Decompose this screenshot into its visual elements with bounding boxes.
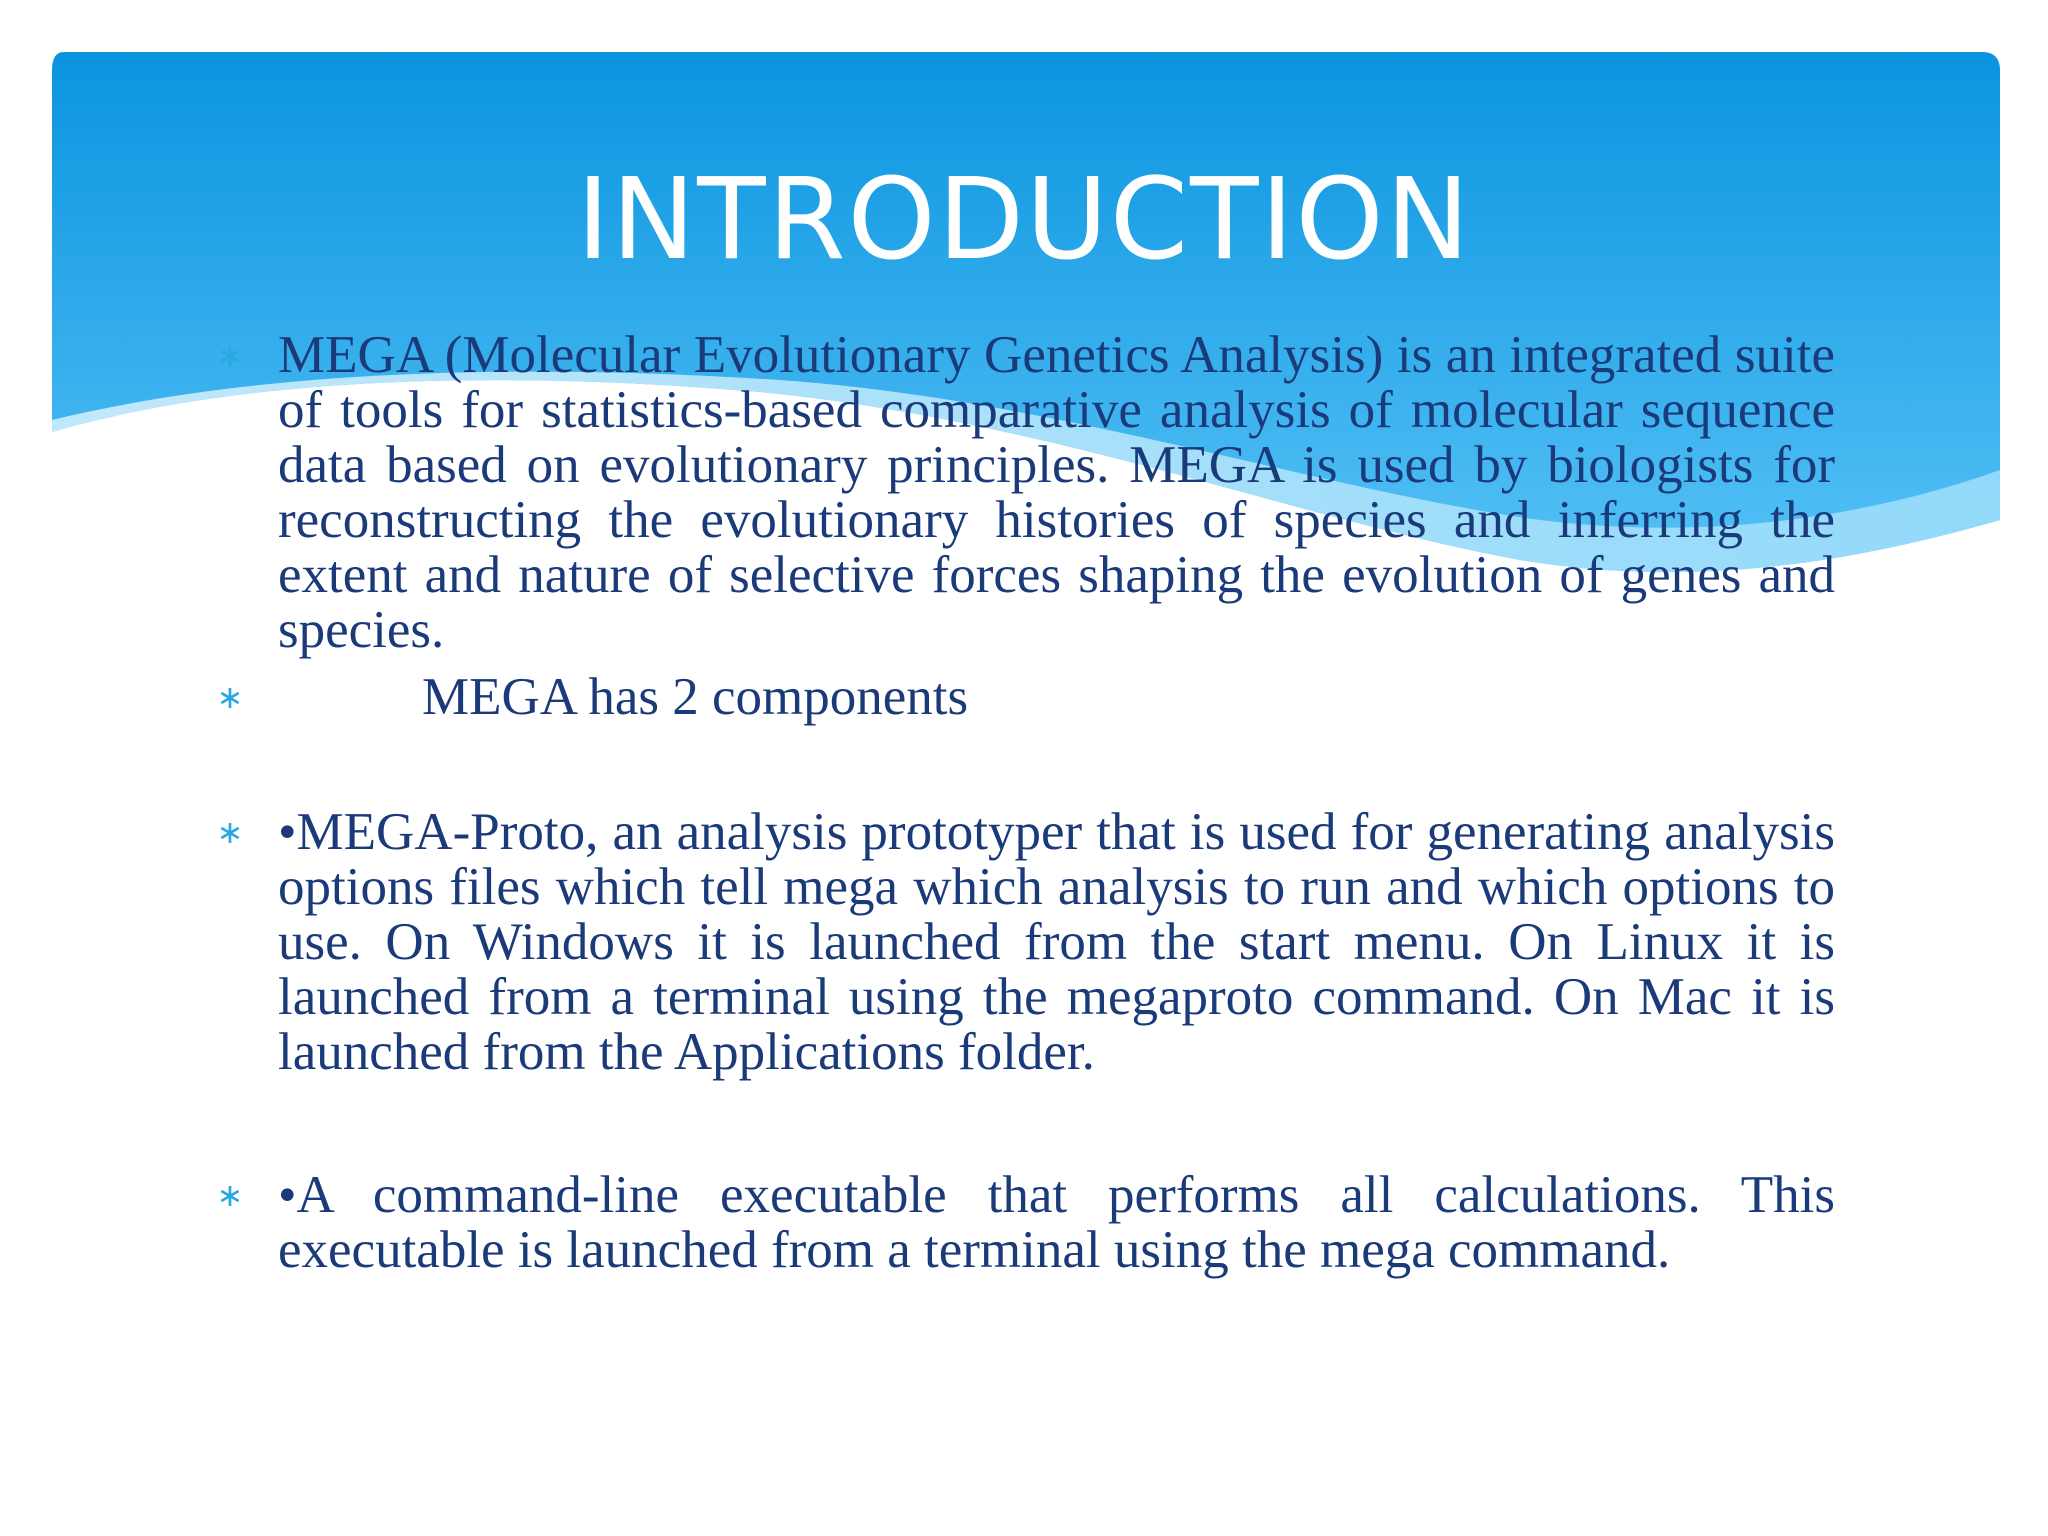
- asterisk-bullet-icon: ∗: [216, 336, 244, 374]
- bullet-item: [210, 1168, 1835, 1278]
- bullet-item: [210, 805, 1835, 1080]
- asterisk-bullet-icon: ∗: [216, 1176, 244, 1214]
- bullet-text: •MEGA-Proto, an analysis prototyper that is used for generating analysis options files which tell mega which analysis to run and which options to use. On Windows it is launched from the start menu. On Linux it is launched from a terminal using the megaproto command. On Mac it is launched from the Applications folder.: [278, 803, 1835, 1081]
- bullet-list: [210, 328, 1835, 1278]
- asterisk-bullet-icon: ∗: [216, 678, 244, 716]
- bullet-text: MEGA (Molecular Evolutionary Genetics Analysis) is an integrated suite of tools for statistics-based comparative analysis of molecular sequence data based on evolutionary principles. MEGA is used by biologists for reconstructing the evolutionary histories of species and inferring the extent and nature of selective forces shaping the evolution of genes and species.: [278, 326, 1835, 659]
- asterisk-bullet-icon: ∗: [216, 813, 244, 851]
- bullet-item: [210, 328, 1835, 658]
- bullet-text: •A command-line executable that performs all calculations. This executable is launched from a terminal using the mega command.: [278, 1166, 1835, 1279]
- slide-title: INTRODUCTION: [576, 155, 1472, 285]
- bullet-item: [210, 670, 1835, 725]
- bullet-text: MEGA has 2 components: [422, 668, 969, 726]
